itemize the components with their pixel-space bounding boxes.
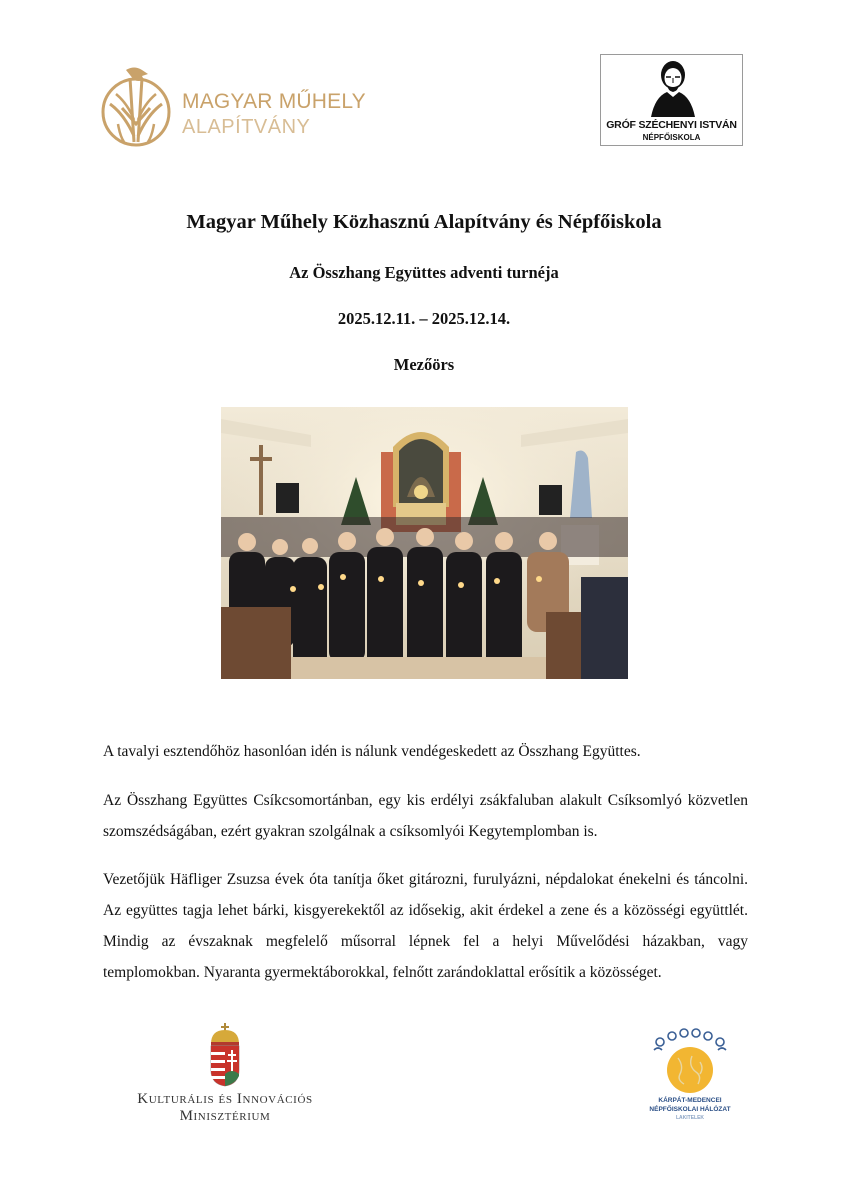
szechenyi-portrait-icon [647, 59, 699, 117]
network-emblem-icon [640, 1028, 740, 1096]
event-place: Mezőörs [393, 355, 455, 374]
logo-line-2: NÉPFŐISKOLA [642, 133, 701, 142]
document-subtitle: Az Összhang Együttes adventi turnéja [289, 263, 559, 282]
eagle-emblem-icon [100, 64, 176, 150]
logo-line-1: MAGYAR MŰHELY [182, 90, 366, 113]
logo-line-1: KÁRPÁT-MEDENCEI [658, 1097, 722, 1104]
paragraph-text: A tavalyi esztendőhöz hasonlóan idén is nálunk vendégeskedett az Összhang Együttes. [103, 743, 641, 760]
logo-line-1: GRÓF SZÉCHENYI ISTVÁN [606, 119, 737, 131]
body-paragraph [103, 864, 748, 988]
logo-line-3: LAKITELEK [675, 1115, 705, 1121]
magyar-muhely-logo [100, 64, 380, 154]
szechenyi-nepfoiskola-logo [600, 54, 743, 146]
event-date-range: 2025.12.11. – 2025.12.14. [337, 309, 511, 328]
body-paragraph [103, 785, 748, 847]
logo-line-2: Minisztérium [179, 1108, 271, 1124]
logo-line-2: ALAPÍTVÁNY [182, 116, 311, 138]
hungarian-coat-of-arms-icon [205, 1022, 245, 1088]
kim-ministry-logo [120, 1022, 330, 1127]
body-paragraph [103, 736, 748, 767]
document-title: Magyar Műhely Közhasznú Alapítvány és Népfőiskola [186, 211, 662, 233]
church-choir-image [221, 407, 628, 679]
paragraph-text: Az Összhang Együttes Csíkcsomortánban, egy kis erdélyi zsákfaluban alakult Csíksomlyó közvetlen szomszédságában, ezért gyakran szolgálnak a csíksomlyói Kegytemplomban is. [103, 792, 748, 840]
choir-photo [221, 407, 628, 679]
logo-line-1: Kulturális és Innovációs [137, 1091, 313, 1107]
karpat-medencei-nepfoiskolai-halozat-logo [640, 1028, 740, 1123]
logo-line-2: NÉPFŐISKOLAI HÁLÓZAT [649, 1106, 731, 1113]
paragraph-text: Vezetőjük Häfliger Zsuzsa évek óta tanítja őket gitározni, furulyázni, népdalokat énekelni és táncolni. Az együttes tagja lehet bárki, kisgyerekektől az idősekig, akit érdekel a zene és a közösségi együttlét. Mindig az évszaknak megfelelő műsorral lépnek fel a helyi Művelődési házakban, vagy templomokban. Nyaranta gyermektáborokkal, felnőtt zarándoklattal erősítik a közösséget. [103, 871, 748, 981]
